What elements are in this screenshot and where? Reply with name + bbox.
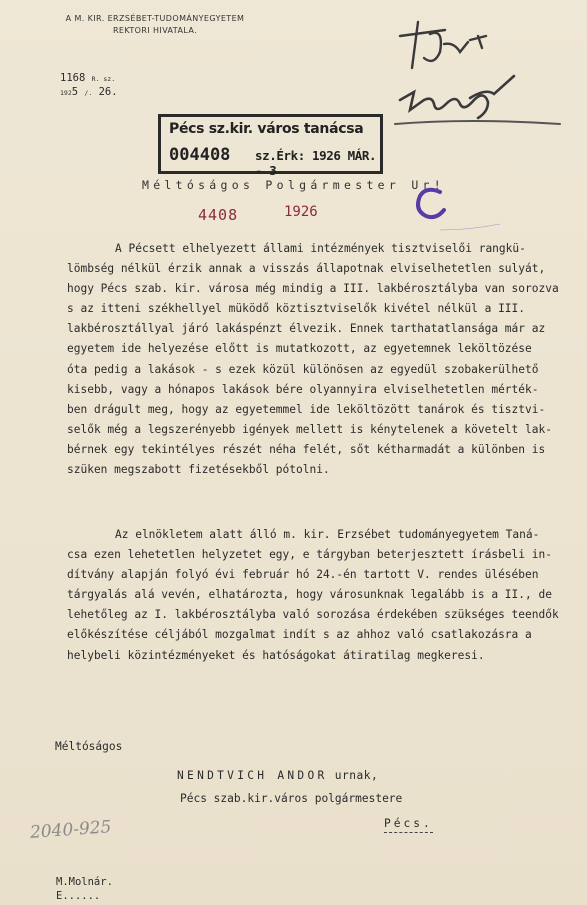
reference-suffix: R. sz. — [91, 75, 116, 83]
addressee-name: NENDTVICH ANDOR — [177, 769, 328, 782]
registry-year: 1926 — [284, 204, 318, 220]
signoff-line2: E...... — [56, 890, 101, 902]
paragraph-1-line: kisebb, vagy a hónapos lakások bére olyannyira elviselhetetlen mérték- — [67, 382, 539, 396]
addressee — [177, 769, 378, 782]
addressee-city: Pécs. — [384, 817, 433, 833]
signoff-line1: M.Molnár. — [56, 876, 113, 888]
paragraph-2-line: Az elnökletem alatt álló m. kir. Erzsébet tudományegyetem Taná- — [115, 528, 540, 541]
reference-day: 26. — [98, 86, 118, 98]
registry-number: 4408 — [198, 206, 239, 224]
letterhead-line2: REKTORI HIVATALA. — [112, 26, 198, 35]
stamp-received: sz.Érk: 1926 MÁR. - 3 — [255, 148, 377, 178]
closing: Méltóságos — [55, 740, 123, 753]
reference-year-prefix: 192 — [60, 89, 72, 97]
reference-year-digit: 5 — [71, 86, 79, 98]
paragraph-1-line: selők még a legszerényebb igények mellett is kénytelenek a követelt lak- — [67, 422, 552, 436]
paragraph-2-line: helybeli közintézményeket és hatóságokat átiratilag megkeresi. — [67, 648, 485, 662]
pencil-note: 2040-925 — [29, 817, 113, 843]
reference-number: 1168 R. sz. 1925 /. 26. — [60, 72, 118, 98]
paragraph-2 — [67, 525, 564, 666]
paragraph-2-line: tárgyalás alá vevén, elhatározta, hogy városunknak legalább is a II., de — [67, 588, 552, 602]
stamp-number: 004408 — [169, 145, 231, 165]
reference-number-value: 1168 — [60, 72, 86, 84]
letterhead-line1: A M. KIR. ERZSÉBET-TUDOMÁNYEGYETEM — [65, 14, 245, 23]
paragraph-1-line: bérnek egy tekintélyes részét néha felét, sőt kétharmadát a különben is — [67, 442, 546, 456]
paragraph-1-line: ben drágult meg, hogy az egyetemmel ide leköltözött tanárok és tisztvi- — [67, 402, 546, 416]
paragraph-1-line: A Pécsett elhelyezett állami intézmények tisztviselői rangkü- — [115, 242, 526, 255]
paragraph-2-line: dítvány alapján folyó évi február hó 24.-én tartott V. rendes ülésében — [67, 568, 539, 582]
signoff — [56, 875, 113, 903]
addressee-title: Pécs szab.kir.város polgármestere — [180, 792, 403, 805]
paragraph-2-line: lehetőleg az I. lakbérosztályba való sorozása érdekében szükséges teendők — [67, 608, 559, 622]
paragraph-1-line: lakbérosztállyal járó lakáspénzt élvezik. Ennek tarthatatlansága már az — [67, 322, 546, 336]
stamp-line1: Pécs sz.kir. város tanácsa — [169, 121, 364, 137]
paragraph-1-line: szüken megszabott fizetésekből pótolni. — [67, 463, 330, 477]
salutation: Méltóságos Polgármester Ur! — [141, 178, 446, 192]
paragraph-1-line: egyetem ide helyezése előtt is mutatkozott, az egyetemnek leköltözése — [67, 342, 532, 356]
paragraph-1-line: lömbség nélkül érzik annak a visszás állapotnak elviselhetetlen sulyát, — [67, 262, 546, 276]
paragraph-1-line: óta pedig a lakások - s ezek közül különösen az egyedül szobakerülhető — [67, 362, 539, 376]
paragraph-1-line: hogy Pécs szab. kir. városa még mindig a III. lakbérosztályba van sorozva — [67, 282, 559, 296]
paragraph-1 — [67, 239, 564, 480]
paragraph-2-line: előkészítése céljából mozgalmat indít s az ahhoz való csatlakozásra a — [67, 628, 532, 642]
paragraph-1-line: s az itteni székhellyel müködő köztisztviselők kivétel nélkül a III. — [67, 302, 526, 316]
addressee-suffix: urnak, — [334, 769, 379, 782]
paragraph-2-line: csa ezen lehetetlen helyzetet egy, e tárgyban beterjesztett írásbeli in- — [67, 548, 552, 562]
